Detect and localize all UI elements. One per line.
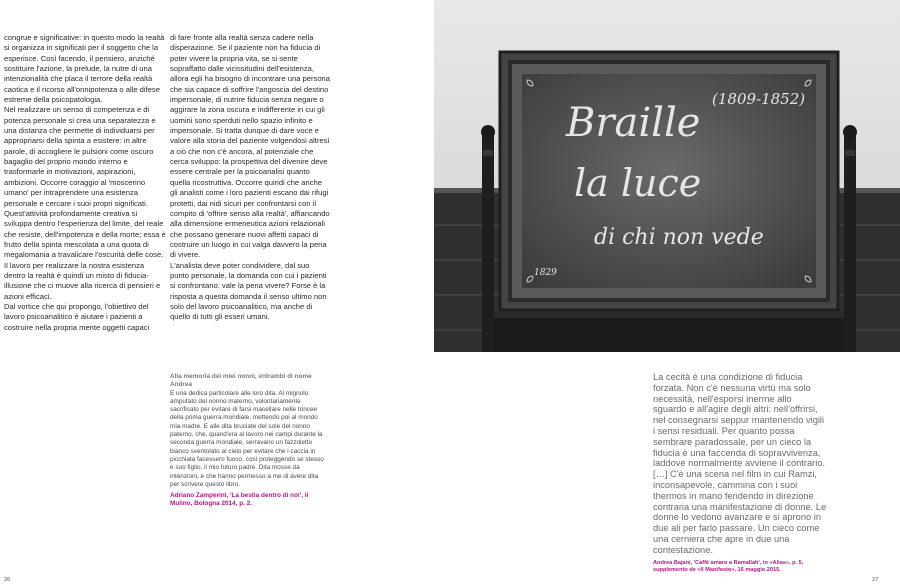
paragraph: Dal vortice che qui propongo, l'obiettivo del lavoro psicoanalitico è aiutare i pazienti a costruire nella propria mente oggetti capaci — [4, 301, 150, 332]
chalk-line-3: di chi non vede — [594, 225, 764, 250]
paragraph: di fare fronte alla realtà senza cadere nella disperazione. Se il paziente non ha fiducia di poter vivere la propria vita, se si sente sopraffatto dalle vicissitudini dell'esistenza, allora egli ha bisogno di incontrare una persona che sia capace di soffrire l'angoscia del destino impersonale, di nutrire fiducia senza negare o aggirare la zona oscura e indifferente in cui gli uomini sono sperduti nello spazio infinito e impersonale. Si tratta dunque di dare voce e valore alla storia del paziente volgendosi altresì a ciò che non c'è ancora, al potenziale che cerca sviluppo: la prospettiva del divenire deve essere centrale per la psicoanalisi quanto quella ricostruttiva. Occorre quindi che anche gli analisti come i loro pazienti escano dai rifugi protetti, dai nidi sicuri per confrontarsi con il compito di 'offrire senso alla realtà', affiancando alla dimensione ermeneutica azioni relazionali che possano generare nuovi affetti capaci di costruire un luogo in cui valga davvero la pena di vivere. — [170, 33, 330, 260]
chalk-dates: (1809-1852) — [712, 90, 806, 108]
page-number-right: 27 — [872, 577, 879, 583]
page-number-left: 26 — [4, 577, 11, 583]
chalk-year: 1829 — [534, 268, 557, 278]
body-column-left — [4, 33, 166, 333]
chalkboard-photo — [434, 0, 900, 352]
quote-citation: Andrea Bajani, 'Caffè amaro a Ramallah', in «Alias», p. 5, supplemento de «Il Manifesto», 16 maggio 2015. — [653, 559, 804, 573]
note-text: E una dedica particolare alle loro dita. Al mignolo amputato del nonno materno, volontariamente sacrificato per evitare di farsi macellare nelle trincee della prima guerra mondiale, mettendo poi al mondo mia madre. E alle dita bruciate del sole del nonno paterno, che, quand'era al lavoro nei campi durante la seconda guerra mondiale, serravano un fazzoletto bianco sventolato al cielo per evitare che i caccia in picchiata facessero fuoco, così proteggendo se stesso e suo figlio, il mio futuro padre. Dita mosse da intenzioni, e che hanno permesso a me di avere dita per scrivere questo libro. — [170, 389, 324, 488]
chalk-name: Braille — [566, 100, 701, 146]
paragraph: congrue e significative: in questo modo la realtà si organizza in significati per il soggetto che la esperisce. Così facendo, il pensiero, anziché sostituire l'azione, la prelude, la nutre di una intenzionalità che placa il terrore della realtà caotica e il ricorso all'onnipotenza o alle difese estreme della psicopatologia. — [4, 33, 165, 105]
paragraph: Il lavoro per realizzare la nostra esistenza dentro la realtà è quindi un misto di fiducia-illusione che ci muove alla ricerca di pensieri e azioni efficaci. — [4, 260, 161, 301]
chalk-line-2: la luce — [574, 161, 702, 205]
body-column-middle — [170, 33, 330, 323]
side-note-quote — [653, 372, 827, 574]
paragraph: L'analista deve poter condividere, dal suo punto personale, la domanda con cui i pazienti si confrontano: vale la pena vivere? Forse è la risposta a questa domanda il senso ultimo non solo del lavoro psicoanalitico, ma anche di quello di tutti gli esseri umani. — [170, 260, 327, 322]
note-heading: Alla memoria dei miei nonni, entrambi di nome Andrea — [170, 373, 312, 389]
paragraph: Nel realizzare un senso di competenza e di potenza personale si crea una separatezza e una distanza che permette di individuarsi per appropriarsi della spinta a esistere: in altre parole, di accogliere le pulsioni come oscuro bagaglio del proprio mondo interno e trasformarle in motivazioni, aspirazioni, ambizioni. Occorre coraggio al 'moscerino umano' per intraprendere una esistenza personale e cercare i suoi propri significati. Quest'attività profondamente creativa si sviluppa dentro l'esperienza del limite, del reale che resiste, dell'impotenza e della morte; essa è frutto della spinta mescolata a una quota di megalomania a travalicare l'oscurità delle cose. — [4, 105, 166, 260]
quote-text: La cecità è una condizione di fiducia forzata. Non c'è nessuna virtù ma solo necessità, nell'esporsi inerme allo sguardo e all'agire degli altri: nell'offrirsi, nel consegnarsi seppur mantenendo vigili i sensi residuali. Per quanto possa sembrare paradossale, per un cieco la fiducia è una faccenda di sopravvivenza, laddove normalmente avviene il contrario. […] C'è una scena nel film in cui Ramzi, inconsapevole, cammina con i suoi thermos in mano fendendo in direzione contraria una manifestazione di donne. Le donne lo vedono avanzare e si aprono in due ali per farlo passare. Un cieco come una cerniera che apre in due una contestazione. — [653, 372, 827, 555]
note-citation: Adriano Zamperini, 'La bestia dentro di noi', il Mulino, Bologna 2014, p. 2. — [170, 492, 309, 508]
side-note-dedication — [170, 373, 325, 509]
